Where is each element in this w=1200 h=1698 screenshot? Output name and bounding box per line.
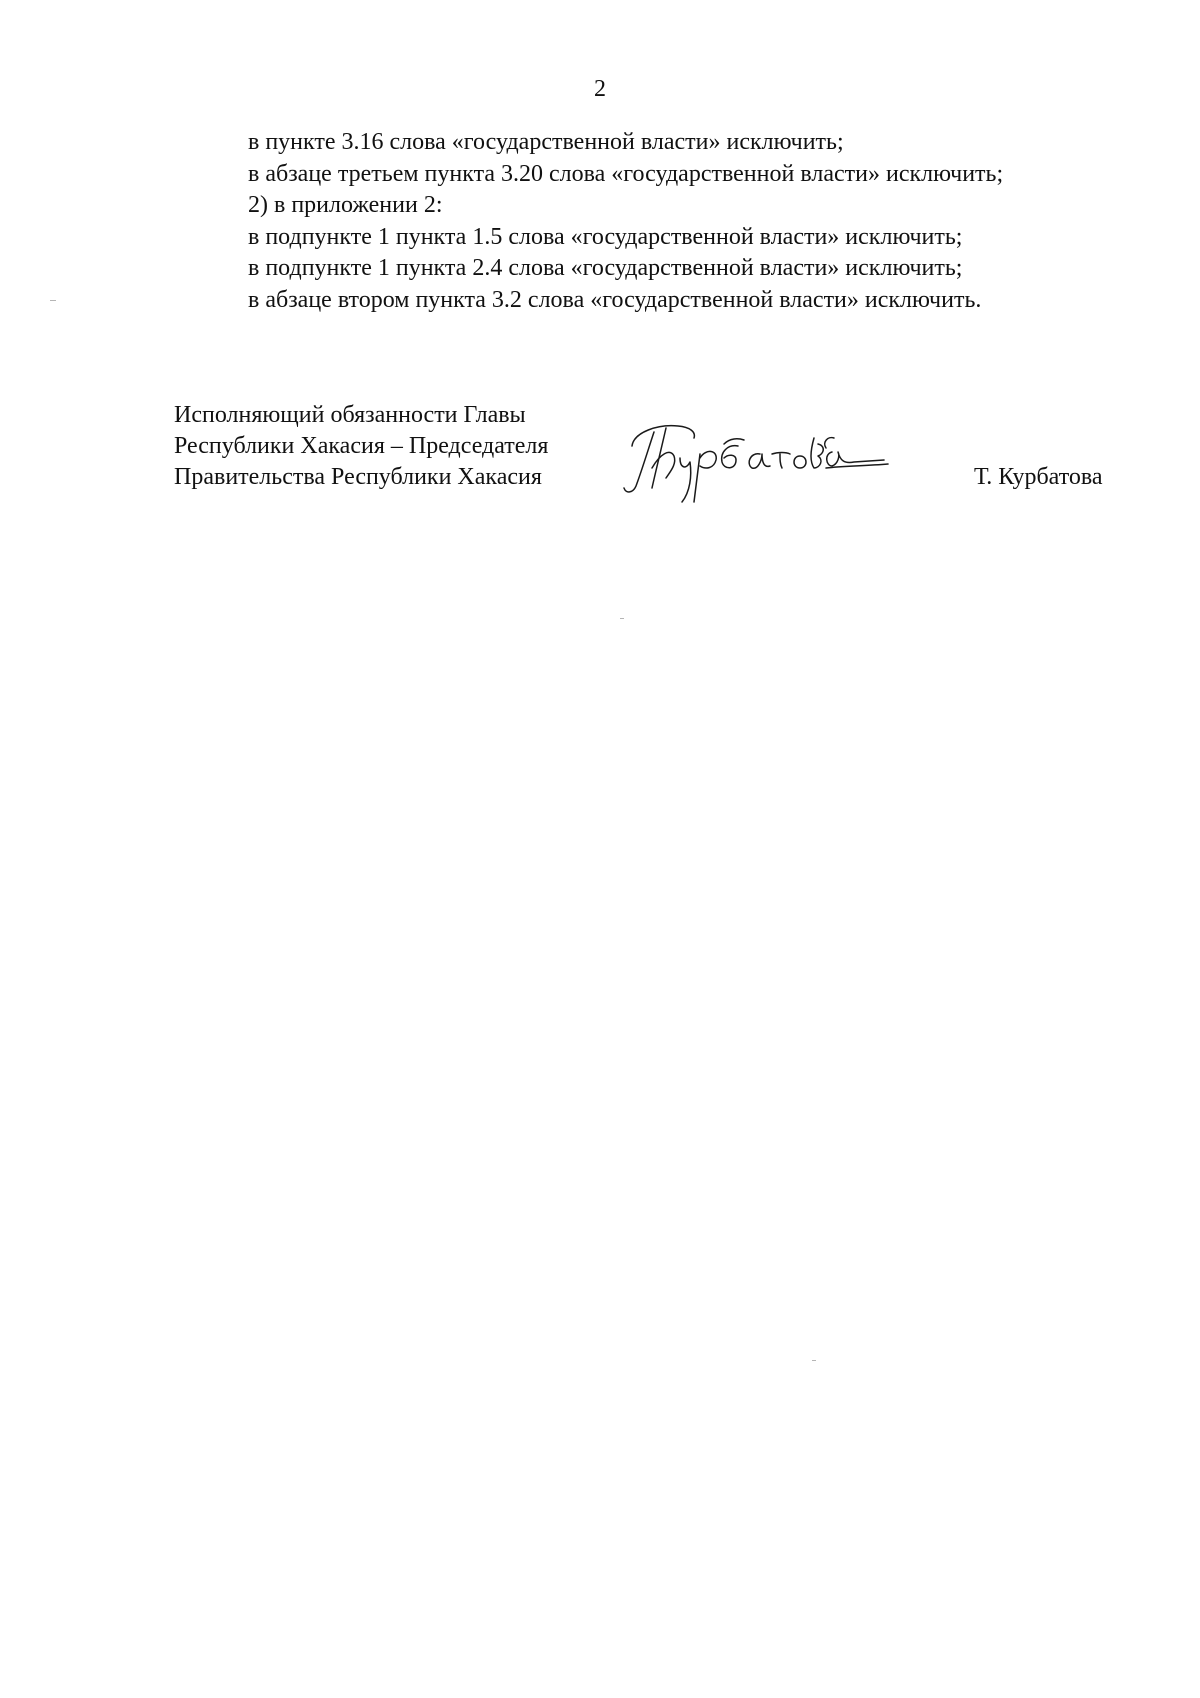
scan-speck bbox=[620, 618, 624, 619]
page-number: 2 bbox=[594, 76, 606, 102]
signatory-position-line: Исполняющий обязанности Главы bbox=[174, 402, 526, 428]
amendment-list bbox=[248, 127, 1148, 316]
handwritten-signature bbox=[614, 408, 894, 508]
amendment-line: в абзаце втором пункта 3.2 слова «государственной власти» исключить. bbox=[248, 286, 982, 313]
amendment-line: 2) в приложении 2: bbox=[248, 192, 443, 218]
signatory-position-line: Правительства Республики Хакасия bbox=[174, 464, 542, 490]
signatory-position-line: Республики Хакасия – Председателя bbox=[174, 433, 549, 459]
amendment-line: в подпункте 1 пункта 1.5 слова «государственной власти» исключить; bbox=[248, 223, 963, 250]
signatory-position bbox=[174, 400, 614, 493]
signatory-name: Т. Курбатова bbox=[974, 464, 1103, 490]
scan-speck bbox=[812, 1360, 816, 1361]
amendment-line: в абзаце третьем пункта 3.20 слова «государственной власти» исключить; bbox=[248, 160, 1004, 187]
amendment-line: в подпункте 1 пункта 2.4 слова «государственной власти» исключить; bbox=[248, 255, 963, 281]
scan-speck bbox=[50, 300, 56, 301]
signature-block bbox=[174, 400, 1134, 520]
amendment-line: в пункте 3.16 слова «государственной власти» исключить; bbox=[248, 129, 844, 155]
